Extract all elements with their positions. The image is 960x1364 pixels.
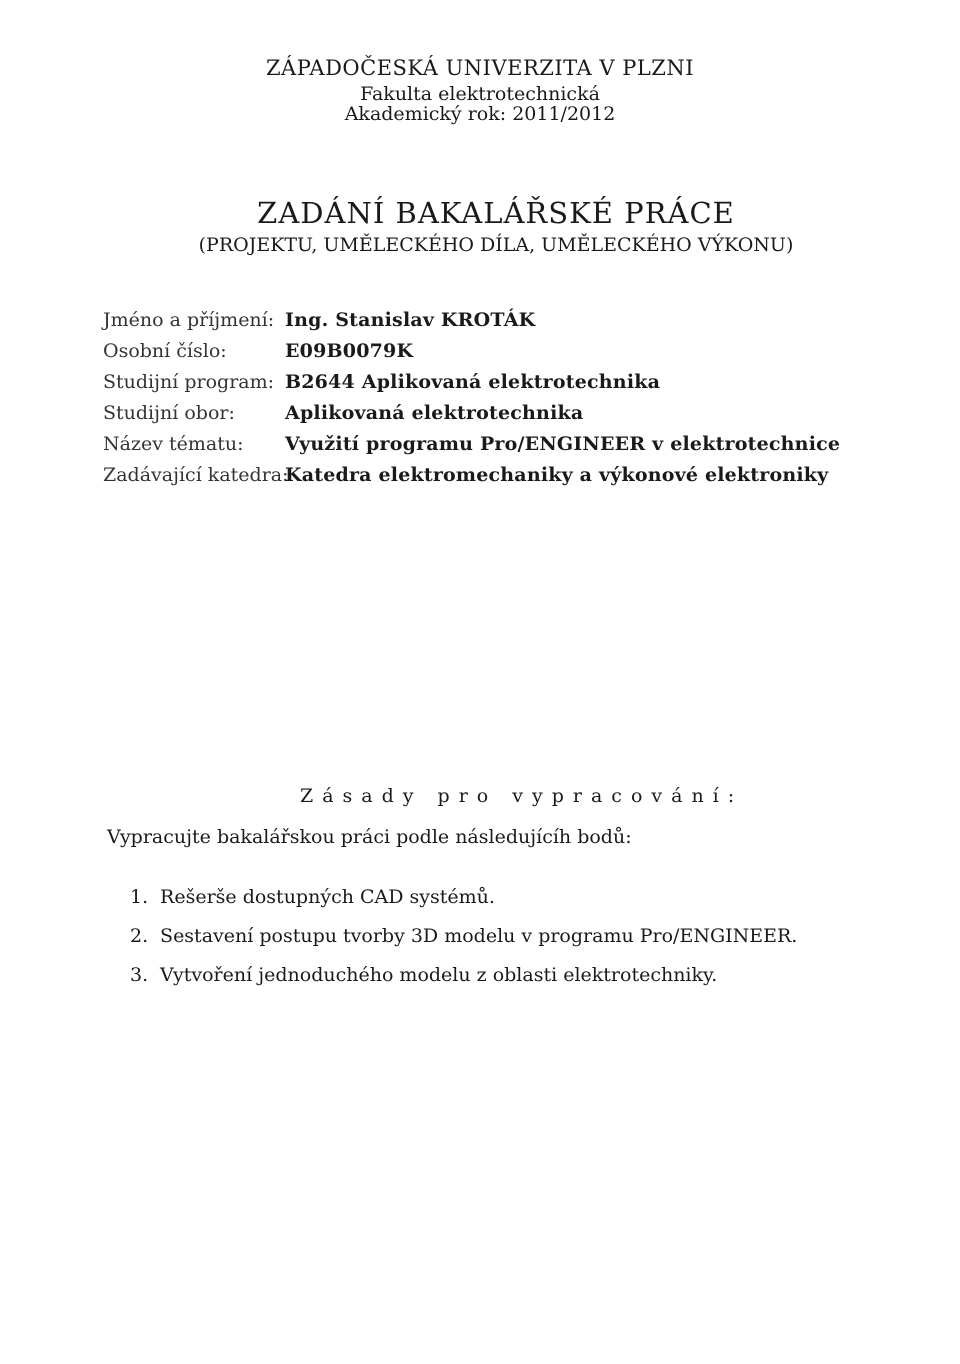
list-item-number: 1. (130, 886, 149, 908)
academic-year-value: 2011/2012 (512, 103, 616, 125)
list-item-number: 2. (130, 925, 149, 947)
info-label: Osobní číslo: (103, 340, 227, 362)
info-label: Jméno a příjmení: (103, 309, 275, 331)
list-item-number: 3. (130, 964, 149, 986)
list-item (130, 886, 797, 925)
list-item (130, 925, 797, 964)
info-value: B2644 Aplikovaná elektrotechnika (285, 371, 661, 393)
principles-heading: Zásady pro vypracování: (300, 785, 744, 807)
info-row-topic (103, 433, 840, 464)
info-value: Ing. Stanislav KROTÁK (285, 309, 536, 331)
list-item-text: Rešerše dostupných CAD systémů. (160, 886, 495, 908)
info-value: Katedra elektromechaniky a výkonové elektroniky (285, 464, 829, 486)
info-row-study-field (103, 402, 840, 433)
academic-year (0, 103, 960, 125)
info-label: Studijní obor: (103, 402, 235, 424)
info-value: E09B0079K (285, 340, 414, 362)
info-row-department (103, 464, 840, 495)
academic-year-label: Akademický rok: (344, 103, 507, 125)
info-row-study-program (103, 371, 840, 402)
principles-intro: Vypracujte bakalářskou práci podle následujícíh bodů: (107, 826, 632, 848)
list-item (130, 964, 797, 1003)
document-subtitle: (PROJEKTU, UMĚLECKÉHO DÍLA, UMĚLECKÉHO VÝKONU) (198, 234, 794, 256)
faculty-name: Fakulta elektrotechnická (360, 83, 600, 105)
info-row-personal-number (103, 340, 840, 371)
info-value: Využití programu Pro/ENGINEER v elektrotechnice (285, 433, 841, 455)
university-name: ZÁPADOČESKÁ UNIVERZITA V PLZNI (265, 56, 695, 80)
document-title: ZADÁNÍ BAKALÁŘSKÉ PRÁCE (257, 196, 735, 230)
student-info-table (103, 309, 840, 495)
principles-list (130, 886, 797, 1003)
list-item-text: Vytvoření jednoduchého modelu z oblasti elektrotechniky. (160, 964, 718, 986)
info-value: Aplikovaná elektrotechnika (285, 402, 584, 424)
list-item-text: Sestavení postupu tvorby 3D modelu v programu Pro/ENGINEER. (160, 925, 798, 947)
info-label: Název tématu: (103, 433, 244, 455)
info-row-name (103, 309, 840, 340)
info-label: Studijní program: (103, 371, 275, 393)
info-label: Zadávající katedra: (103, 464, 289, 486)
